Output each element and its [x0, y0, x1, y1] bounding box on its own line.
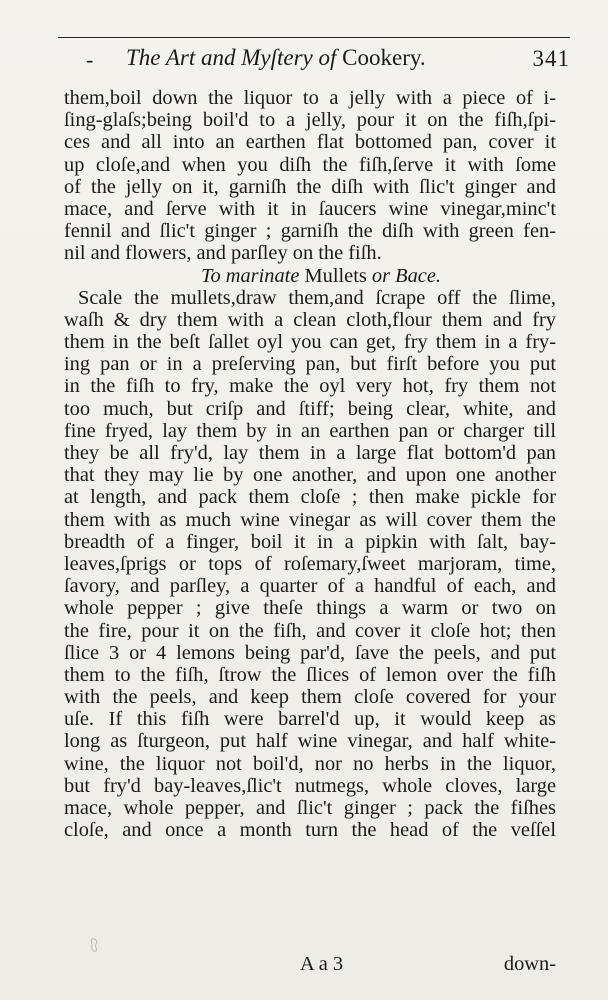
text-line: ſing-glaſs;being boil'd to a jelly, pour it on the fiſh,ſpi-: [64, 109, 556, 132]
recipe-heading-italic: or Bace.: [371, 264, 441, 287]
text-line: leaves,ſprigs or tops of roſemary,ſweet marjoram, time,: [64, 552, 556, 575]
text-line: ing pan or in a preſerving pan, but firſt before you put: [64, 353, 556, 376]
text-line: them in the beſt ſallet oyl you can get, fry them in a fry-: [64, 331, 556, 354]
paper-blemish-icon: [90, 938, 99, 952]
text-line: them,boil down the liquor to a jelly with a piece of i-: [64, 87, 556, 109]
text-line: in the fiſh to fry, make the oyl very hot, fry them not: [64, 375, 556, 398]
running-title-roman: Cookery.: [342, 45, 426, 70]
text-line: whole pepper ; give theſe things a warm or two on: [64, 597, 556, 620]
text-line: Scale the mullets,draw them,and ſcrape off the ſlime,: [78, 286, 556, 309]
text-line: waſh & dry them with a clean cloth,flour them and fry: [64, 308, 556, 331]
text-line: cloſe, and once a month turn the head of the veſſel: [64, 819, 556, 842]
recipe-heading-italic: To marinate: [201, 264, 300, 287]
running-title-italic: The Art and Myſtery of: [126, 45, 337, 70]
text-line: at length, and pack them cloſe ; then make pickle for: [64, 486, 556, 509]
text-line: ces and all into an earthen flat bottomed pan, cover it: [64, 131, 556, 154]
text-line: too much, but criſp and ſtiff; being clear, white, and: [64, 397, 556, 420]
text-line: up cloſe,and when you diſh the fiſh,ſerve it with ſome: [64, 153, 556, 176]
text-line: fennil and ſlic't ginger ; garniſh the diſh with green fen-: [64, 220, 556, 243]
recipe-heading: [64, 265, 556, 287]
text-line: they be all fry'd, lay them in a large flat bottom'd pan: [64, 442, 556, 464]
signature-mark: A a 3: [300, 953, 344, 975]
header-rule: [58, 37, 570, 38]
text-line: breadth of a finger, boil it in a pipkin with ſalt, bay-: [64, 530, 556, 553]
text-line: uſe. If this fiſh were barrel'd up, it would keep as: [64, 708, 556, 731]
text-line: nil and flowers, and parſley on the fiſh.: [64, 242, 382, 265]
text-line: but fry'd bay-leaves,ſlic't nutmegs, whole cloves, large: [64, 774, 556, 797]
text-line: wine, the liquor not boil'd, nor no herbs in the liquor,: [64, 752, 556, 775]
text-line: them with as much wine vinegar as will cover them the: [64, 508, 556, 531]
text-line: that they may lie by one another, and upon one another: [64, 464, 556, 487]
text-line: ſlice 3 or 4 lemons being par'd, ſave the peels, and put: [64, 641, 556, 664]
header-dash: -: [86, 47, 94, 72]
page-footer: [64, 953, 556, 977]
text-line: the fire, pour it on the fiſh, and cover it cloſe hot; then: [64, 619, 556, 642]
page-number: 341: [532, 46, 570, 71]
catchword: down-: [503, 953, 556, 975]
text-line: with the peels, and keep them cloſe covered for your: [64, 686, 556, 709]
text-line: mace, and ſerve with it in ſaucers wine vinegar,minc't: [64, 197, 556, 220]
text-line: them to the fiſh, ſtrow the ſlices of lemon over the fiſh: [64, 663, 556, 686]
recipe-heading-roman: Mullets: [304, 264, 367, 287]
text-line: long as ſturgeon, put half wine vinegar, and half white-: [64, 730, 556, 753]
running-header: [58, 45, 570, 75]
text-line: ſavory, and parſley, a quarter of a handful of each, and: [64, 575, 556, 598]
text-line: mace, whole pepper, and ſlic't ginger ; pack the fiſhes: [64, 797, 556, 819]
body-text: [64, 87, 556, 841]
running-title: [126, 45, 426, 71]
text-line: fine fryed, lay them by in an earthen pan or charger till: [64, 419, 556, 442]
text-line: of the jelly on it, garniſh the diſh with ſlic't ginger and: [64, 175, 556, 198]
